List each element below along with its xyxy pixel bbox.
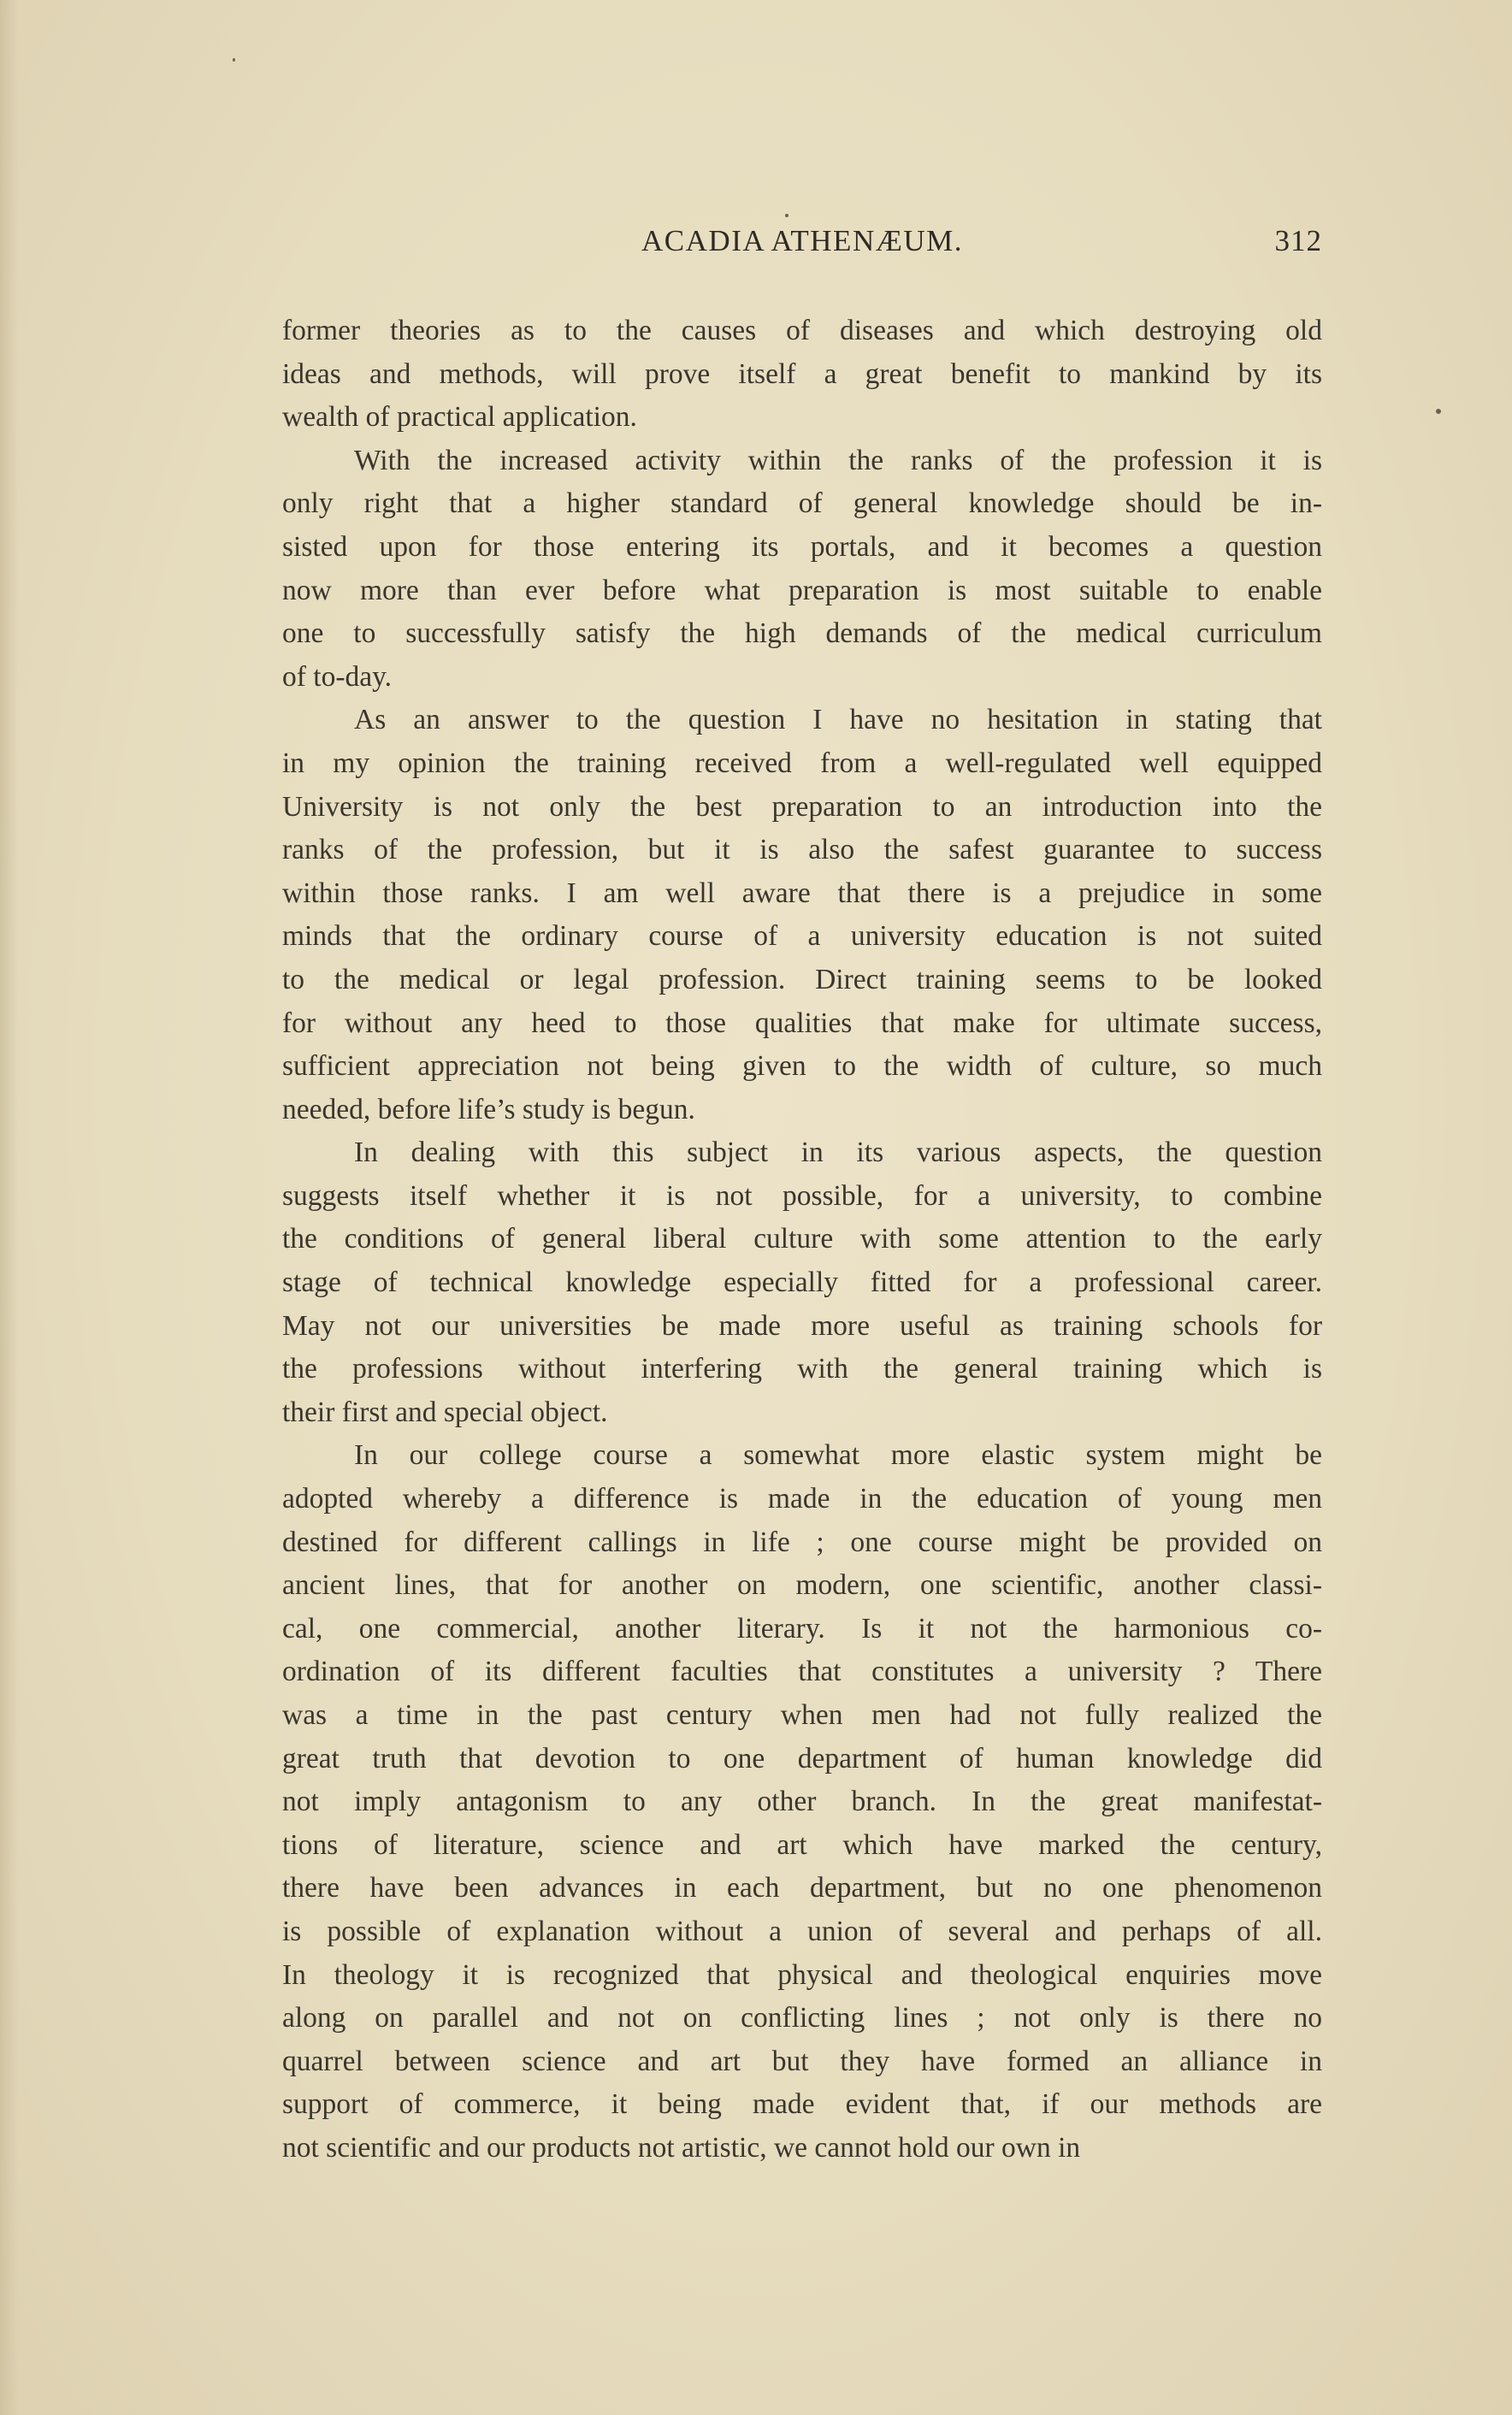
text-line: sisted upon for those entering its portals, and it becomes a question (282, 530, 1322, 563)
text-line: minds that the ordinary course of a university education is not suited (282, 920, 1322, 953)
text-line: of to-day. (282, 660, 393, 693)
text-line: great truth that devotion to one department of human knowledge did (282, 1742, 1322, 1774)
text-line: tions of literature, science and art which have marked the century, (282, 1828, 1322, 1861)
text-line: stage of technical knowledge especially fitted for a professional career. (282, 1267, 1322, 1299)
text-line: is possible of explanation without a union of several and perhaps of all. (282, 1915, 1322, 1947)
text-line: With the increased activity within the ranks of the profession it is (354, 444, 1322, 476)
text-line: not scientific and our products not artistic, we cannot hold our own in (282, 2131, 1081, 2164)
article-body (282, 310, 1322, 2170)
text-line: only right that a higher standard of general knowledge should be in- (282, 487, 1322, 520)
paragraph (282, 699, 1322, 1131)
text-line: the professions without interfering with the general training which is (282, 1353, 1322, 1385)
text-line: not imply antagonism to any other branch. In the great manifestat- (282, 1786, 1322, 1818)
text-line: suggests itself whether it is not possible, for a university, to combine (282, 1179, 1322, 1212)
page-gutter-shadow (0, 0, 19, 2415)
text-line: former theories as to the causes of diseases and which destroying old (282, 315, 1322, 346)
text-line: In dealing with this subject in its various aspects, the question (354, 1137, 1322, 1169)
text-line: now more than ever before what preparation is most suitable to enable (282, 574, 1322, 606)
text-line: adopted whereby a difference is made in the education of young men (282, 1483, 1322, 1515)
paper-speck (785, 214, 788, 217)
text-line: support of commerce, it being made evident that, if our methods are (282, 2088, 1322, 2121)
paper-speck (233, 58, 235, 62)
text-line: destined for different callings in life ; one course might be provided on (282, 1526, 1322, 1558)
text-line: In theology it is recognized that physical and theological enquiries move (282, 1958, 1322, 1991)
text-line: In our college course a somewhat more elastic system might be (354, 1439, 1322, 1472)
page-number: 312 (1274, 224, 1322, 257)
paragraph (282, 1131, 1322, 1434)
text-line: for without any heed to those qualities that make for ultimate success, (282, 1007, 1322, 1039)
text-line: along on parallel and not on conflicting lines ; not only is there no (282, 2002, 1322, 2034)
paragraph (282, 310, 1322, 440)
text-line: ancient lines, that for another on modern, one scientific, another classi- (282, 1569, 1322, 1602)
text-line: there have been advances in each department, but no one phenomenon (282, 1872, 1322, 1904)
text-line: one to successfully satisfy the high demands of the medical curriculum (282, 617, 1322, 650)
text-line: ranks of the profession, but it is also the safest guarantee to success (282, 834, 1322, 866)
text-line: ordination of its different faculties that constitutes a university ? There (282, 1656, 1322, 1688)
running-head: ACADIA ATHENÆUM. (641, 224, 963, 257)
paragraph (282, 440, 1322, 700)
text-line: in my opinion the training received from a well-regulated well equipped (282, 747, 1322, 779)
text-line: As an answer to the question I have no hesitation in stating that (354, 704, 1322, 736)
text-line: the conditions of general liberal culture with some attention to the early (282, 1223, 1322, 1255)
text-line: quarrel between science and art but they have formed an alliance in (282, 2045, 1322, 2077)
paper-speck (1436, 409, 1441, 414)
text-line: May not our universities be made more useful as training schools for (282, 1309, 1322, 1342)
text-line: wealth of practical application. (282, 401, 637, 434)
page-header (282, 224, 1322, 267)
text-line: sufficient appreciation not being given to the width of culture, so much (282, 1050, 1322, 1083)
text-line: to the medical or legal profession. Direct training seems to be looked (282, 963, 1322, 995)
text-line: needed, before life’s study is begun. (282, 1093, 695, 1125)
text-line: University is not only the best preparation to an introduction into the (282, 790, 1322, 823)
text-line: was a time in the past century when men had not fully realized the (282, 1699, 1322, 1731)
text-line: cal, one commercial, another literary. Is it not the harmonious co- (282, 1612, 1322, 1644)
paragraph (282, 1434, 1322, 2170)
text-line: ideas and methods, will prove itself a great benefit to mankind by its (282, 357, 1322, 390)
text-line: within those ranks. I am well aware that there is a prejudice in some (282, 877, 1322, 909)
text-line: their first and special object. (282, 1396, 608, 1428)
